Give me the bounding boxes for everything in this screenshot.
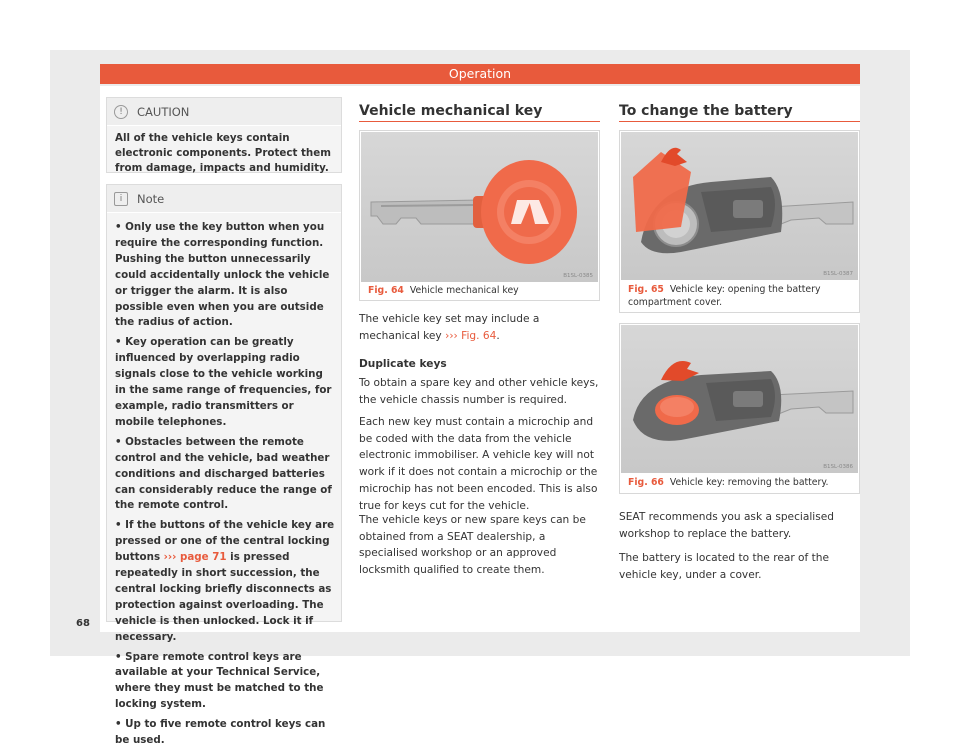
note-item: • Spare remote control keys are available at your Technical Service, where they must be matched to the locking system. bbox=[115, 650, 324, 711]
section-rule bbox=[359, 121, 600, 122]
subhead-duplicate-keys: Duplicate keys bbox=[359, 358, 447, 370]
paragraph: The vehicle keys or new spare keys can be obtained from a SEAT dealership, a specialised workshop or an approved locksmith qualified to create them. bbox=[359, 514, 586, 577]
figure-caption bbox=[368, 285, 519, 298]
page-number: 68 bbox=[76, 618, 90, 629]
section-rule bbox=[619, 121, 860, 122]
note-item-text: is pressed repeatedly in short succession, the central locking briefly disconnects as protection against overloading. The vehicle is then unlocked. Lock it if necessary. bbox=[115, 551, 332, 643]
note-item: • Up to five remote control keys can be used. bbox=[115, 718, 326, 747]
info-square-icon: i bbox=[114, 192, 128, 206]
key-battery-removal-icon bbox=[621, 325, 858, 473]
section-title-mechanical-key: Vehicle mechanical key bbox=[359, 103, 543, 119]
key-battery-cover-icon bbox=[621, 132, 858, 280]
figure-caption bbox=[628, 284, 854, 309]
mechanical-key-intro bbox=[359, 311, 600, 344]
info-circle-icon: ! bbox=[114, 105, 128, 119]
note-item: • Only use the key button when you require the corresponding function. Pushing the button unnecessarily could accidentally unlock the vehicle or trigger the alarm. It is also possible even when you are outside the radius of action. bbox=[115, 221, 330, 329]
figure-65 bbox=[619, 130, 860, 313]
figure-code: B1SL-0385 bbox=[563, 273, 593, 279]
caution-box bbox=[106, 97, 342, 173]
paragraph: Each new key must contain a microchip and be coded with the data from the vehicle electronic immobiliser. A vehicle key will not work if it does not contain a microchip or the microchip has not been encoded. This is also true for keys cut for the vehicle. bbox=[359, 416, 598, 512]
figure-number: Fig. 64 bbox=[368, 285, 404, 296]
caution-title: CAUTION bbox=[137, 104, 190, 119]
figure-caption bbox=[628, 477, 828, 490]
note-item: • Key operation can be greatly influenced by overlapping radio signals close to the vehicle working in the same range of frequencies, for example, radio transmitters or mobile telephones. bbox=[115, 336, 332, 428]
fig-64-link[interactable]: ››› Fig. 64 bbox=[445, 329, 497, 342]
paragraph: To obtain a spare key and other vehicle keys, the vehicle chassis number is required. bbox=[359, 377, 599, 406]
figure-caption-text: Vehicle mechanical key bbox=[409, 285, 519, 296]
paragraph: SEAT recommends you ask a specialised workshop to replace the battery. bbox=[619, 511, 834, 540]
section-title-battery: To change the battery bbox=[619, 103, 793, 119]
page-71-link[interactable]: ››› page 71 bbox=[163, 551, 227, 564]
figure-64 bbox=[359, 130, 600, 301]
note-title: Note bbox=[137, 191, 165, 206]
mechanical-key-icon bbox=[361, 132, 598, 282]
caution-text: All of the vehicle keys contain electronic components. Protect them from damage, impacts and humidity. bbox=[115, 132, 331, 174]
chapter-header: Operation bbox=[100, 64, 860, 84]
figure-code: B1SL-0387 bbox=[823, 271, 853, 277]
intro-text-end: . bbox=[496, 329, 500, 342]
figure-number: Fig. 66 bbox=[628, 477, 664, 488]
battery-removal-image bbox=[621, 325, 858, 473]
mechanical-key-image bbox=[361, 132, 598, 282]
figure-code: B1SL-0386 bbox=[823, 464, 853, 470]
note-list bbox=[107, 213, 341, 749]
note-item bbox=[107, 518, 341, 645]
note-item-text: • If the buttons of the vehicle key are pressed or one of the central locking buttons bbox=[115, 519, 335, 564]
paragraph: The battery is located to the rear of the vehicle key, under a cover. bbox=[619, 552, 830, 581]
note-item: • Obstacles between the remote control and the vehicle, bad weather conditions and discharged batteries can considerably reduce the range of the remote control. bbox=[115, 435, 332, 512]
figure-66 bbox=[619, 323, 860, 494]
figure-caption-text: Vehicle key: removing the battery. bbox=[669, 477, 829, 488]
intro-text: The vehicle key set may include a mechanical key bbox=[359, 313, 540, 342]
battery-cover-image bbox=[621, 132, 858, 280]
figure-number: Fig. 65 bbox=[628, 284, 664, 295]
note-header bbox=[107, 185, 341, 213]
caution-header bbox=[107, 98, 341, 126]
figure-caption-text: Vehicle key: opening the battery compartment cover. bbox=[628, 284, 821, 308]
note-box bbox=[106, 184, 342, 747]
